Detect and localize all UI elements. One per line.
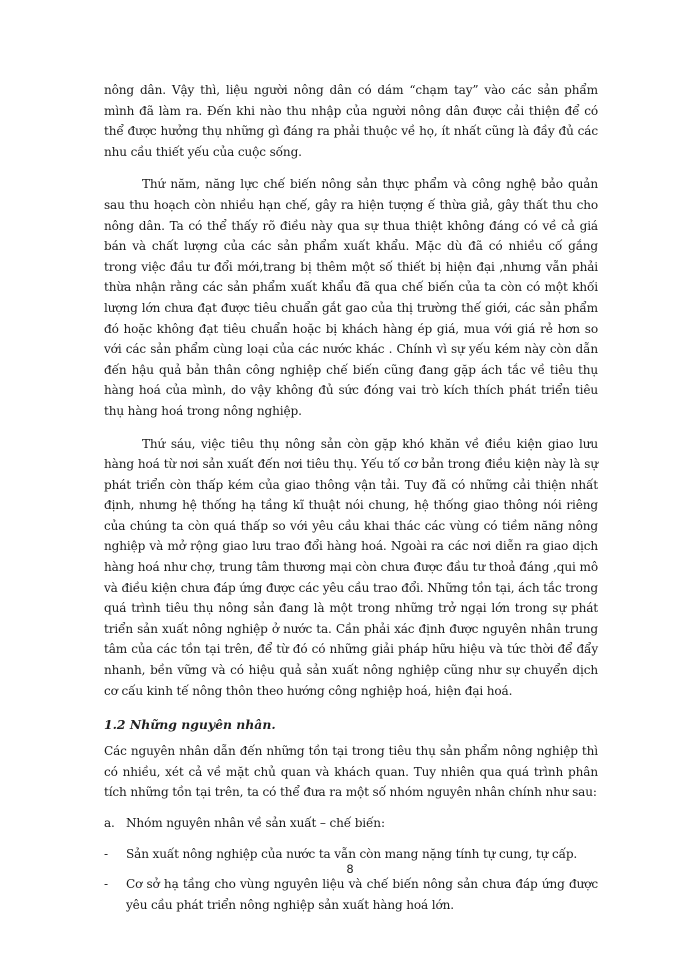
list-item — [104, 874, 598, 915]
paragraph-sixth-point: Thứ sáu, việc tiêu thụ nông sản còn gặp khó khăn về điều kiện giao lưu hàng hoá từ nơi sản xuất đến nơi tiêu thụ. Yếu tố cơ bản trong điều kiện này là sự phát triển còn thấp kém của giao thông vận tải. Tuy đã có những cải thiện nhất định, nhưng hệ thống hạ tầng kĩ thuật nói chung, hệ thống giao thông nói riêng của chúng ta còn quá thấp so với yêu cầu khai thác các vùng có tiềm năng nông nghiệp và mở rộng giao lưu trao đổi hàng hoá. Ngoài ra các nơi diễn ra giao dịch hàng hoá như chợ, trung tâm thương mại còn chưa được đầu tư thoả đáng ,qui mô và điều kiện chưa đáp ứng được các yêu cầu trao đổi. Những tồn tại, ách tắc trong quá trình tiêu thụ nông sản đang là một trong những trở ngại lớn trong sự phát triển sản xuất nông nghiệp ở nước ta. Cần phải xác định được nguyên nhân trung tâm của các tồn tại trên, để từ đó có những giải pháp hữu hiệu và tức thời để đẩy nhanh, bền vững và có hiệu quả sản xuất nông nghiệp cũng như sự chuyển dịch cơ cấu kinh tế nông thôn theo hướng công nghiệp hoá, hiện đại hoá. — [104, 436, 598, 698]
paragraph-fifth-point: Thứ năm, năng lực chế biến nông sản thực phẩm và công nghệ bảo quản sau thu hoạch còn nhiều hạn chế, gây ra hiện tượng ế thừa giả, gây thất thu cho nông dân. Ta có thể thấy rõ điều này qua sự thua thiệt không đáng có về cả giá bán và chất lượng của các sản phẩm xuất khẩu. Mặc dù đã có nhiều cố gắng trong việc đầu tư đổi mới,trang bị thêm một số thiết bị hiện đại ,nhưng vẫn phải thừa nhận rằng các sản phẩm xuất khẩu đã qua chế biến của ta còn có một khối lượng lớn chưa đạt được tiêu chuẩn gắt gao của thị trường thế giới, các sản phẩm đó hoặc không đạt tiêu chuẩn hoặc bị khách hàng ép giá, mua với giá rẻ hơn so với các sản phẩm cùng loại của các nước khác . Chính vì sự yếu kém này còn dẫn đến hậu quả bản thân công nghiệp chế biến cũng đang gặp ách tắc về tiêu thụ hàng hoá của mình, do vậy không đủ sức đóng vai trò kích thích phát triển tiêu thụ hàng hoá trong nông nghiệp. — [104, 177, 598, 418]
list-text: Sản xuất nông nghiệp của nước ta vẫn còn mang nặng tính tự cung, tự cấp. — [126, 846, 578, 861]
list-text: Cơ sở hạ tầng cho vùng nguyên liệu và chế biến nông sản chưa đáp ứng được yêu cầu phát triển nông nghiệp sản xuất hàng hoá lớn. — [126, 877, 598, 912]
paragraph-causes-intro: Các nguyên nhân dẫn đến những tồn tại trong tiêu thụ sản phẩm nông nghiệp thì có nhiều, xét cả về mặt chủ quan và khách quan. Tuy nhiên qua quá trình phân tích những tồn tại trên, ta có thể đưa ra một số nhóm nguyên nhân chính như sau: — [104, 744, 598, 800]
document-page — [104, 80, 598, 915]
list-marker: - — [104, 877, 108, 892]
section-heading: 1.2 Những nguyên nhân. — [104, 717, 276, 733]
paragraph-continuation: nông dân. Vậy thì, liệu người nông dân có dám “chạm tay” vào các sản phẩm mình đã làm ra. Đến khi nào thu nhập của người nông dân được cải thiện để có thể được hưởng thụ những gì đáng ra phải thuộc về họ, ít nhất cũng là đầy đủ các nhu cầu thiết yếu của cuộc sống. — [104, 83, 598, 159]
list-marker: - — [104, 846, 108, 861]
list-text: Nhóm nguyên nhân về sản xuất – chế biến: — [126, 816, 385, 830]
list-marker: a. — [104, 816, 115, 830]
page-number: 8 — [346, 862, 354, 876]
list-item — [104, 813, 598, 834]
